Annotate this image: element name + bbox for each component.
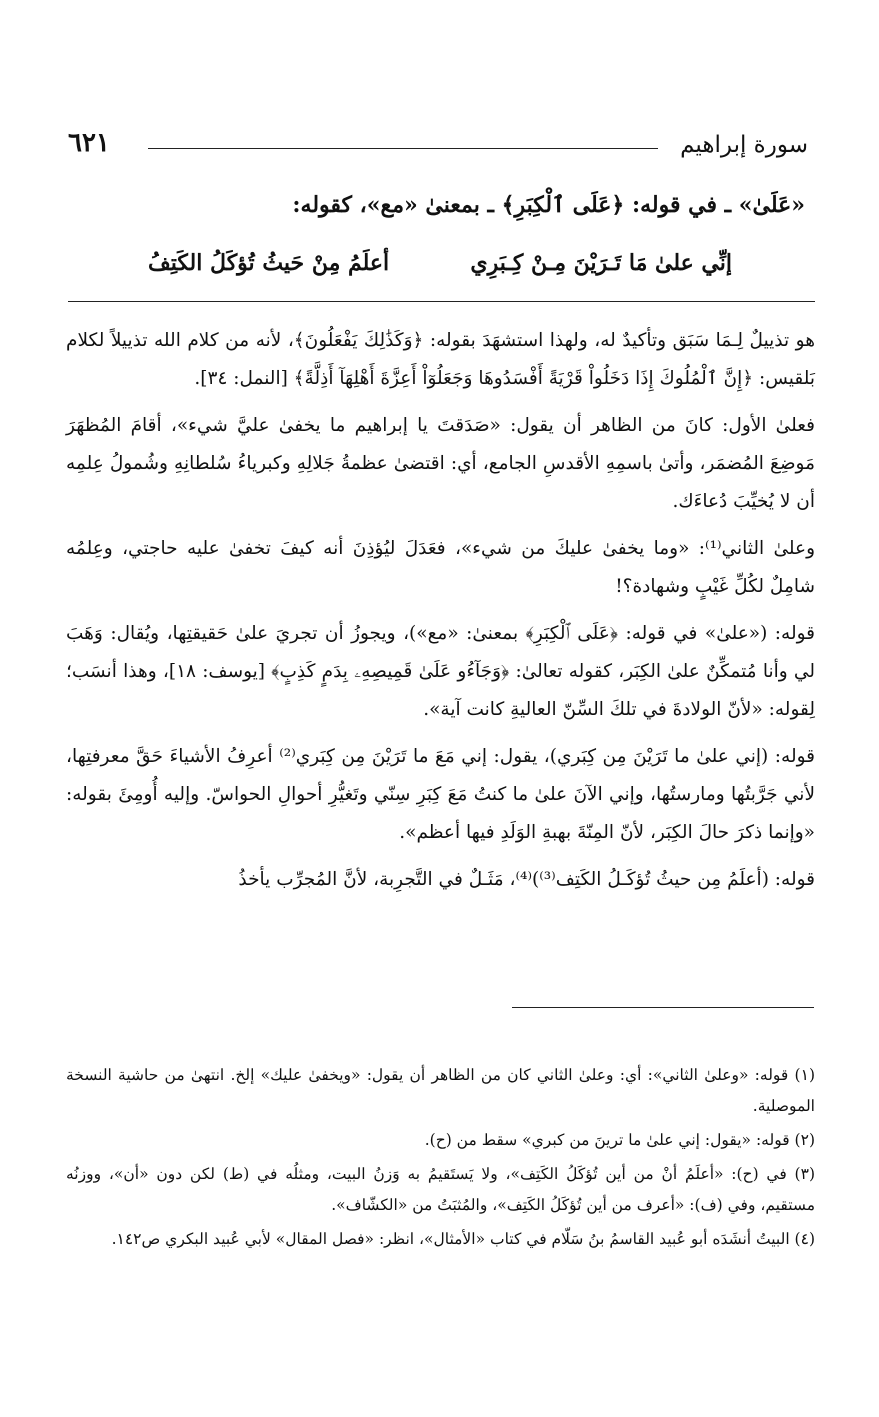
verse-hemistich-1: إنِّي علىٰ مَا تَـرَيْنَ مِـنْ كِـبَرِي	[470, 250, 732, 276]
footnotes	[66, 1060, 815, 1258]
body-paragraph: قوله: (أعلَمُ مِن حيثُ تُؤكَـلُ الكَتِف⁽³⁾)⁽⁴⁾، مَثَـلٌ في التَّجرِبة، لأنَّ المُجرِّب يأخذُ	[238, 869, 815, 890]
page-header	[68, 128, 808, 168]
footnote: (٢) قوله: «يقول: إني علىٰ ما ترينَ من كبري» سقط من (ح).	[424, 1131, 815, 1149]
body-paragraph: وعلىٰ الثاني⁽¹⁾: «وما يخفىٰ عليكَ من شيء»، فعَدَلَ ليُؤذِنَ أنه كيفَ تخفىٰ عليه حاجتي، وعِلمُه شامِلٌ لكُلِّ غَيْبٍ وشهادة؟!	[66, 538, 816, 597]
body-paragraph: هو تذييلٌ لِـمَا سَبَق وتأكيدٌ له، ولهذا استشهَدَ بقوله: ﴿وَكَذَٰلِكَ يَفْعَلُونَ﴾، لأنه من كلام الله تذييلاً لكلام بَلقيس: ﴿إِنَّ ٱلْمُلُوكَ إِذَا دَخَلُواْ قَرْيَةً أَفْسَدُوهَا وَجَعَلُوٓاْ أَعِزَّةَ أَهْلِهَآ أَذِلَّةً﴾ [النمل: ٣٤].	[66, 330, 815, 389]
footnote: (١) قوله: «وعلىٰ الثاني»: أي: وعلىٰ الثاني كان من الظاهر أن يقول: «ويخفىٰ عليك» إلخ. انتهىٰ من حاشية النسخة الموصلية.	[66, 1066, 815, 1115]
poetry-verse	[148, 250, 732, 290]
header-rule	[148, 148, 658, 149]
footnote: (٣) في (ح): «أعلَمُ أنْ من أين تُؤكَلُ الكَتِف»، ولا يَستَقيمُ به وَزنُ البيت، ومثلُه في (ط) لكن دون «أن»، ووزنُه مستقيم، وفي (ف): «أعرف من أين تُؤكَلُ الكَتِف»، والمُثبَتُ من «الكشّاف».	[66, 1165, 815, 1214]
footnote-separator-rule	[512, 1007, 814, 1008]
body-paragraph: قوله: (إني علىٰ ما تَرَيْنَ مِن كِبَري)، يقول: إني مَعَ ما تَرَيْنَ مِن كِبَري⁽²⁾ أعرِفُ الأشياءَ حَقَّ معرفتِها، لأني جَرَّبتُها ومارستُها، وإني الآنَ علىٰ ما كنتُ مَعَ كِبَرِ سِنّي وتَغيُّرِ أحوالِ الحواسّ. وإليه أُومِئَ بقوله: «وإنما ذكرَ حالَ الكِبَر، لأنّ المِنّةَ بهبةِ الوَلَدِ فيها أعظم».	[66, 746, 815, 843]
verse-hemistich-2: أعلَمُ مِنْ حَيثُ تُؤكَلُ الكَتِفُ	[148, 250, 390, 276]
page-number: ٦٢١	[68, 128, 110, 158]
surah-title: سورة إبراهيم	[680, 132, 808, 158]
body-paragraph: فعلىٰ الأول: كانَ من الظاهر أن يقول: «صَدَقتَ يا إبراهيم ما يخفىٰ عليَّ شيء»، أقامَ المُظهَرَ مَوضِعَ المُضمَر، وأتىٰ باسمِهِ الأقدسِ الجامع، أي: اقتضىٰ عظمةُ جَلالِهِ وكبرياءُ سُلطانِهِ وشُمولُ عِلمِه أن لا يُخيِّبَ دُعاءَك.	[66, 415, 815, 512]
body-paragraph: قوله: («علىٰ» في قوله: ﴿عَلَى ٱلْكِبَرِ﴾ بمعنىٰ: «مع»)، ويجوزُ أن تجريَ علىٰ حَقيقتِها، ويُقال: وَهَبَ لي وأنا مُتمكِّنٌ علىٰ الكِبَر، كقوله تعالىٰ: ﴿وَجَآءُو عَلَىٰ قَمِيصِهِۦ بِدَمٍ كَذِبٍ﴾ [يوسف: ١٨]، وهذا أنسَب؛ لِقوله: «لأنّ الولادةَ في تلكَ السِّنّ العاليةِ كانت آية».	[66, 623, 815, 720]
footnote: (٤) البيتُ أنشَدَه أبو عُبيد القاسمُ بنُ سَلّام في كتاب «الأمثال»، انظر: «فصل المقال» لأبي عُبيد البكري ص١٤٢.	[111, 1230, 815, 1248]
lead-line: «عَلَىٰ» ـ في قوله: ﴿عَلَى ٱلْكِبَرِ﴾ ـ بمعنىٰ «مع»، كقوله:	[292, 192, 805, 218]
verse-separator-rule	[68, 301, 815, 302]
commentary-body	[66, 322, 815, 908]
